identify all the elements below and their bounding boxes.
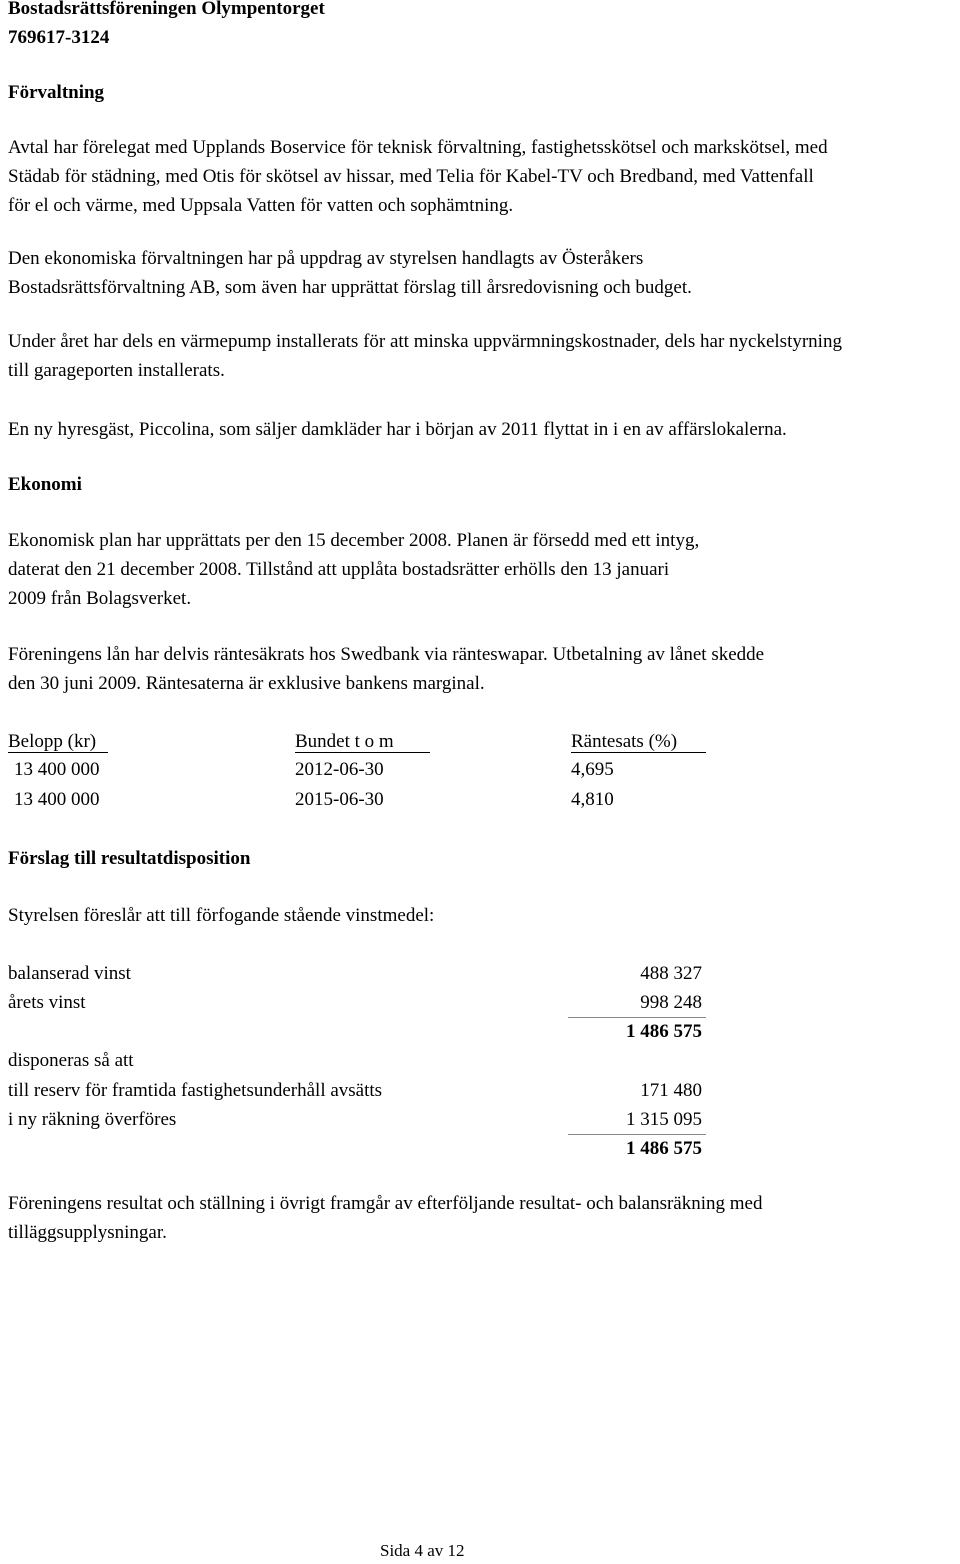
section-heading-ekonomi: Ekonomi [8, 474, 82, 495]
table-header-rantesats: Räntesats (%) [571, 731, 678, 752]
paragraph-line: Avtal har förelegat med Upplands Boservice för teknisk förvaltning, fastighetsskötsel och markskötsel, med [8, 137, 828, 158]
organization-name: Bostadsrättsföreningen Olympentorget [8, 0, 325, 19]
disposition-label: balanserad vinst [8, 963, 131, 984]
header-underline [295, 752, 430, 753]
page-number: Sida 4 av 12 [380, 1541, 465, 1560]
table-cell-bundet: 2015-06-30 [295, 789, 384, 810]
paragraph-line: Den ekonomiska förvaltningen har på uppdrag av styrelsen handlagts av Österåkers [8, 248, 644, 269]
organization-number: 769617-3124 [8, 27, 110, 48]
disposition-label: årets vinst [8, 992, 86, 1013]
disposition-total: 1 486 575 [626, 1138, 702, 1159]
paragraph-line: för el och värme, med Uppsala Vatten för vatten och sophämtning. [8, 195, 514, 216]
table-cell-rantesats: 4,810 [571, 789, 614, 810]
closing-line: tilläggsupplysningar. [8, 1222, 167, 1243]
disposition-label: till reserv för framtida fastighetsunderhåll avsätts [8, 1080, 383, 1101]
paragraph-line: den 30 juni 2009. Räntesaterna är exklusive bankens marginal. [8, 673, 485, 694]
disposition-value: 998 248 [640, 992, 702, 1013]
table-cell-rantesats: 4,695 [571, 759, 614, 780]
section-heading-forvaltning: Förvaltning [8, 82, 105, 103]
paragraph-line: till garageporten installerats. [8, 360, 225, 381]
disposition-value: 1 315 095 [626, 1109, 702, 1130]
closing-line: Föreningens resultat och ställning i övrigt framgår av efterföljande resultat- och balansräkning med [8, 1193, 763, 1214]
paragraph-line: Föreningens lån har delvis räntesäkrats hos Swedbank via ränteswapar. Utbetalning av lånet skedde [8, 644, 765, 665]
table-cell-belopp: 13 400 000 [14, 759, 100, 780]
header-underline [571, 752, 706, 753]
section-heading-resultatdisposition: Förslag till resultatdisposition [8, 848, 251, 869]
disposition-label: i ny räkning överföres [8, 1109, 177, 1130]
paragraph-line: Bostadsrättsförvaltning AB, som även har upprättat förslag till årsredovisning och budget. [8, 277, 692, 298]
paragraph-line: daterat den 21 december 2008. Tillstånd att upplåta bostadsrätter erhölls den 13 januari [8, 559, 670, 580]
disposition-intro: Styrelsen föreslår att till förfogande stående vinstmedel: [8, 905, 435, 926]
table-cell-belopp: 13 400 000 [14, 789, 100, 810]
paragraph-line: En ny hyresgäst, Piccolina, som säljer damkläder har i början av 2011 flyttat in i en av affärslokalerna. [8, 419, 787, 440]
disposition-value: 488 327 [640, 963, 702, 984]
header-underline [8, 752, 108, 753]
paragraph-line: 2009 från Bolagsverket. [8, 588, 192, 609]
paragraph-line: Ekonomisk plan har upprättats per den 15 december 2008. Planen är försedd med ett intyg, [8, 530, 700, 551]
disposition-label: disponeras så att [8, 1050, 134, 1071]
paragraph-line: Städab för städning, med Otis för skötsel av hissar, med Telia för Kabel-TV och Bredband, med Vattenfall [8, 166, 814, 187]
disposition-total: 1 486 575 [626, 1021, 702, 1042]
table-header-belopp: Belopp (kr) [8, 731, 97, 752]
table-cell-bundet: 2012-06-30 [295, 759, 384, 780]
disposition-value: 171 480 [640, 1080, 702, 1101]
paragraph-line: Under året har dels en värmepump installerats för att minska uppvärmningskostnader, dels har nyckelstyrning [8, 331, 842, 352]
table-header-bundet: Bundet t o m [295, 731, 394, 752]
